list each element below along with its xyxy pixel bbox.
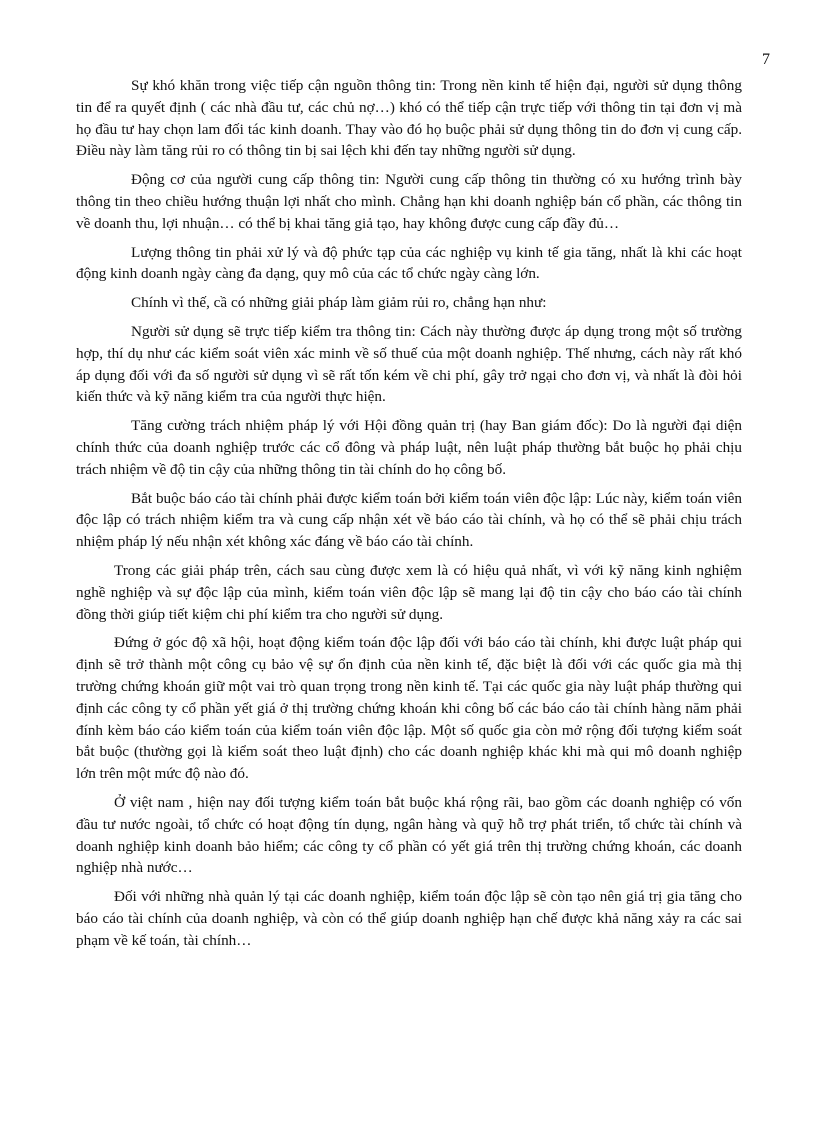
page-number: 7 [762,51,770,68]
document-body [76,75,742,958]
paragraph-information-volume: Lượng thông tin phải xử lý và độ phức tạp của các nghiệp vụ kinh tế gia tăng, nhất là khi các hoạt động kinh doanh ngày càng đa dạng, quy mô của các tổ chức ngày càng lớn. [76,243,742,283]
paragraph-managers: Đối với những nhà quản lý tại các doanh nghiệp, kiểm toán độc lập sẽ còn tạo nên giá trị gia tăng cho báo cáo tài chính của doanh nghiệp, và còn có thể giúp doanh nghiệp hạn chế được khả năng xảy ra các sai phạm về kế toán, tài chính… [76,888,742,949]
paragraph-social-perspective: Đứng ở góc độ xã hội, hoạt động kiểm toán độc lập đối với báo cáo tài chính, khi được luật pháp qui định sẽ trở thành một công cụ bảo vệ sự ổn định của nền kinh tế, đặc biệt là đối với các quốc gia mà thị trường chứng khoán giữ một vai trò quan trọng trong nền kinh tế. Tại các quốc gia này luật pháp thường qui định các công ty cổ phần yết giá ở thị trường chứng khoán khi công bố các báo cáo tài chính hàng năm phải đính kèm báo cáo kiểm toán của kiểm toán viên độc lập. Một số quốc gia còn mở rộng đối tượng kiểm soát bắt buộc (thường gọi là kiểm soát theo luật định) cho các doanh nghiệp khác khi mà qui mô doanh nghiệp lớn trên một mức độ nào đó. [76,634,742,783]
paragraph-provider-motive: Động cơ của người cung cấp thông tin: Người cung cấp thông tin thường có xu hướng trình bày thông tin theo chiều hướng thuận lợi nhất cho mình. Chẳng hạn khi doanh nghiệp bán cổ phần, các thông tin về doanh thu, lợi nhuận… có thể bị khai tăng giả tạo, hay không được cung cấp đầy đủ… [76,171,742,232]
paragraph-solutions-intro: Chính vì thế, cầ có những giải pháp làm giảm rủi ro, chẳng hạn như: [131,294,547,312]
paragraph-vietnam: Ở việt nam , hiện nay đối tượng kiểm toán bắt buộc khá rộng rãi, bao gồm các doanh nghiệp có vốn đầu tư nước ngoài, tổ chức có hoạt động tín dụng, ngân hàng và quỹ hỗ trợ phát triển, tổ chức tài chính và doanh nghiệp kinh doanh bảo hiểm; các công ty cổ phần có yết giá trên thị trường chứng khoán, các doanh nghiệp nhà nước… [76,793,742,877]
paragraph-legal-responsibility: Tăng cường trách nhiệm pháp lý với Hội đồng quản trị (hay Ban giám đốc): Do là người đại diện chính thức của doanh nghiệp trước các cổ đông và pháp luật, nên luật pháp thường bắt buộc họ phải chịu trách nhiệm về độ tin cậy của những thông tin tài chính do họ công bố. [76,417,742,478]
paragraph-most-effective: Trong các giải pháp trên, cách sau cùng được xem là có hiệu quả nhất, vì với kỹ năng kinh nghiệm nghề nghiệp và sự độc lập của mình, kiểm toán viên độc lập sẽ mang lại độ tin cậy cho báo cáo tài chính đồng thời giúp tiết kiệm chi phí kiểm tra cho người sử dụng. [76,561,742,623]
paragraph-direct-verification: Người sử dụng sẽ trực tiếp kiểm tra thông tin: Cách này thường được áp dụng trong một số trường hợp, thí dụ như các kiểm soát viên xác minh về số thuế của một doanh nghiệp. Thế nhưng, cách này rất khó áp dụng đối với đa số người sử dụng vì sẽ rất tốn kém về chi phí, gây trở ngại cho đơn vị, và nhất là đòi hỏi kiến thức và kỹ năng kiểm tra của người thực hiện. [76,322,742,406]
paragraph-mandatory-audit: Bắt buộc báo cáo tài chính phải được kiểm toán bởi kiểm toán viên độc lập: Lúc này, kiểm toán viên độc lập có trách nhiệm kiểm tra và cung cấp nhận xét về báo cáo tài chính, và họ có thể sẽ phải chịu trách nhiệm pháp lý nếu nhận xét không xác đáng về báo cáo tài chính. [76,489,742,551]
paragraph-information-access: Sự khó khăn trong việc tiếp cận nguồn thông tin: Trong nền kinh tế hiện đại, người sử dụng thông tin để ra quyết định ( các nhà đầu tư, các chủ nợ…) khó có thể tiếp cận trực tiếp với thông tin tại đơn vị mà họ đầu tư hay chọn lam đối tác kinh doanh. Thay vào đó họ buộc phải sử dụng thông tin do đơn vị cung cấp. Điều này làm tăng rủi ro có thông tin bị sai lệch khi đến tay những người sử dụng. [76,77,742,160]
